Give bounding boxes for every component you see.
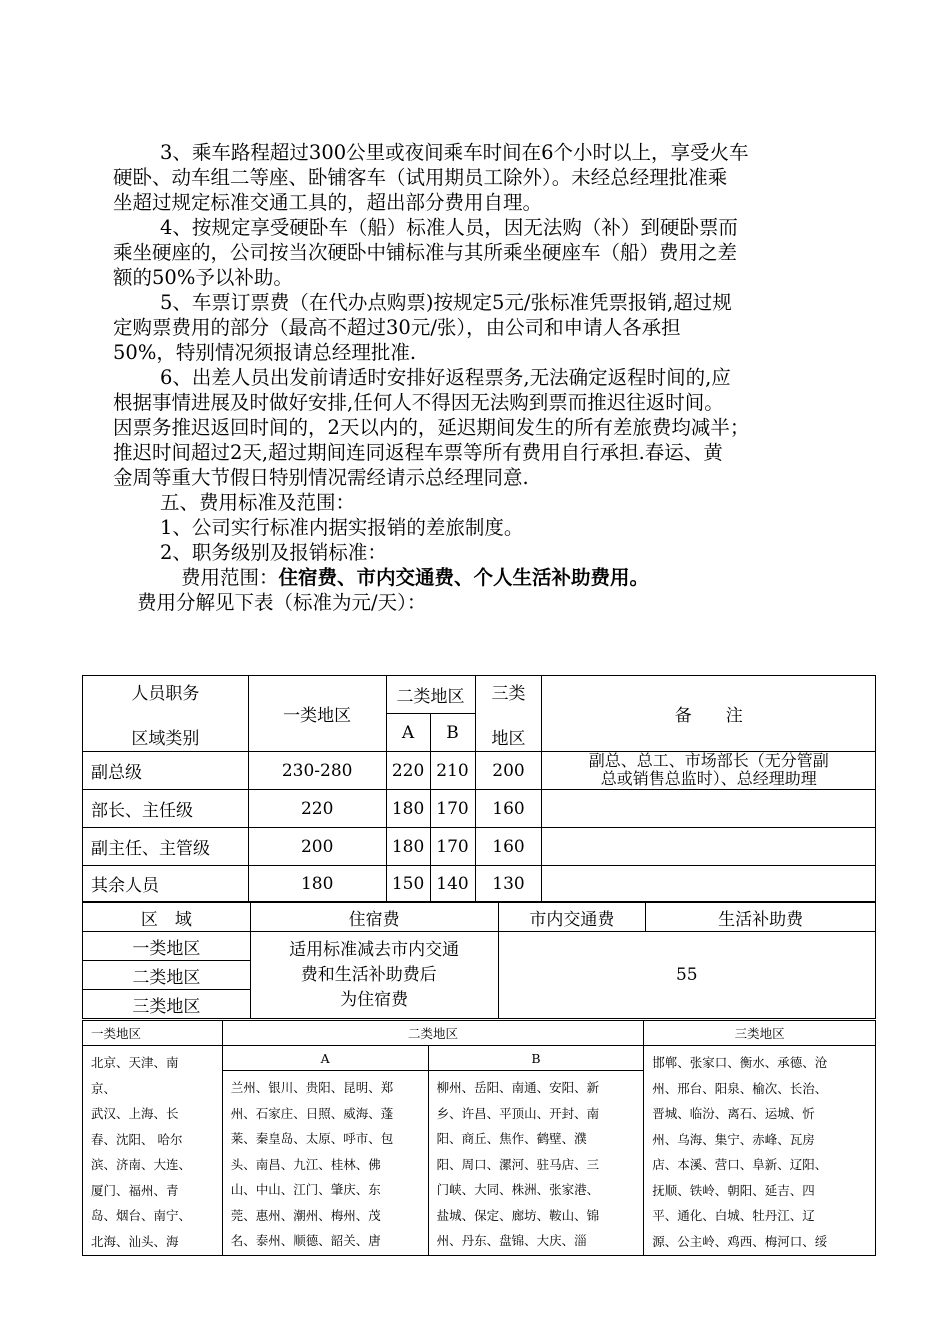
class2-header: 二类地区	[222, 1021, 643, 1046]
class3-header-line1: 三类	[491, 683, 526, 704]
paragraph-4	[113, 215, 838, 290]
city-line: 晋城、临汾、离石、运城、忻	[652, 1106, 815, 1121]
text-line: 额的50%予以补助。	[113, 266, 293, 289]
allowance-value: 55	[498, 932, 875, 1019]
city-line: 阳、商丘、焦作、鹤壁、濮	[436, 1131, 587, 1146]
remarks-header: 备 注	[542, 676, 876, 752]
remark-line: 副总、总工、市场部长（无分管副	[588, 751, 829, 770]
transport-header: 市内交通费	[498, 903, 646, 932]
city-line: 抚顺、铁岭、朝阳、延吉、四	[652, 1182, 815, 1198]
position-cell: 其余人员	[83, 866, 249, 902]
city-line: 州、乌海、集宁、赤峰、瓦房	[652, 1131, 815, 1147]
city-line: 店、本溪、营口、阜新、辽阳、	[652, 1157, 828, 1172]
remark-cell	[542, 866, 876, 902]
class2-a-header: A	[386, 714, 430, 752]
class2-a-header: A	[222, 1046, 428, 1071]
region-cell: 三类地区	[83, 990, 251, 1019]
class2-a-cell: 150	[386, 866, 430, 902]
city-line: 北京、天津、南	[91, 1055, 179, 1070]
note-line: 适用标准减去市内交通	[289, 939, 460, 960]
city-line: 平、通化、白城、牡丹江、辽	[652, 1208, 815, 1223]
class3-cell: 200	[475, 752, 542, 790]
class1-cell: 220	[248, 790, 386, 828]
city-line: 州、邢台、阳泉、榆次、长治、	[652, 1080, 828, 1096]
city-line: 盐城、保定、廊坊、鞍山、锦	[436, 1207, 600, 1223]
city-line: 京、	[91, 1080, 117, 1096]
text-line: 6、出差人员出发前请适时安排好返程票务,无法确定返程时间的,应	[160, 366, 731, 389]
remark-cell	[542, 828, 876, 866]
class1-cell: 200	[248, 828, 386, 866]
text-line: 金周等重大节假日特别情况需经请示总经理同意.	[113, 466, 529, 489]
text-line: 硬卧、动车组二等座、卧铺客车（试用期员工除外）。未经总经理批准乘	[113, 166, 728, 189]
city-line: 州、丹东、盘锦、大庆、淄	[436, 1233, 587, 1248]
class2-header: 二类地区	[386, 676, 475, 714]
class1-cell: 180	[248, 866, 386, 902]
text-line: 50%，特别情况须报请总经理批准.	[113, 341, 417, 364]
remark-cell	[542, 752, 876, 790]
class1-cities	[83, 1046, 223, 1256]
class2-b-cell: 210	[430, 752, 475, 790]
lodging-header: 住宿费	[250, 903, 498, 932]
position-standard-table	[82, 675, 876, 902]
city-line: 邯郸、张家口、衡水、承德、沧	[652, 1055, 828, 1070]
city-line: 州、石家庄、日照、威海、蓬	[230, 1105, 394, 1121]
region-expense-table	[82, 902, 876, 1019]
class2-a-cities	[222, 1071, 428, 1256]
position-cell: 副总级	[83, 752, 249, 790]
city-line: 滨、济南、大连、	[91, 1157, 192, 1172]
region-cell: 一类地区	[83, 932, 251, 961]
class2-b-cell: 170	[430, 828, 475, 866]
text-line: 坐超过规定标准交通工具的，超出部分费用自理。	[113, 191, 543, 214]
city-line: 乡、许昌、平顶山、开封、南	[436, 1105, 600, 1121]
table-row	[83, 790, 876, 828]
class3-cities	[644, 1046, 876, 1256]
class1-header: 一类地区	[248, 676, 386, 752]
city-line: 北海、汕头、海	[91, 1233, 179, 1249]
city-line: 柳州、岳阳、南通、安阳、新	[436, 1080, 600, 1095]
table-row	[83, 752, 876, 790]
note-line: 为住宿费	[340, 989, 409, 1010]
city-line: 源、公主岭、鸡西、梅河口、绥	[652, 1233, 828, 1249]
class3-cell: 160	[475, 828, 542, 866]
city-line: 阳、周口、漯河、驻马店、三	[436, 1156, 600, 1172]
section-5	[113, 490, 838, 615]
table-row	[83, 866, 876, 902]
class2-a-cell: 180	[386, 828, 430, 866]
class3-header: 三类地区	[644, 1021, 876, 1046]
class2-b-cell: 170	[430, 790, 475, 828]
class1-header: 一类地区	[83, 1021, 223, 1046]
text-line: 因票务推迟返回时间的，2天以内的，延迟期间发生的所有差旅费均减半；	[113, 416, 750, 439]
paragraph-6	[113, 365, 838, 490]
text-line: 乘坐硬座的，公司按当次硬卧中铺标准与其所乘坐硬座车（船）费用之差	[113, 241, 738, 264]
class3-header	[475, 676, 542, 752]
class3-cell: 160	[475, 790, 542, 828]
class2-a-cell: 220	[386, 752, 430, 790]
table-intro: 费用分解见下表（标准为元/天）：	[137, 591, 427, 614]
position-header-line1: 人员职务	[131, 683, 200, 704]
city-line: 山、中山、江门、肇庆、东	[230, 1182, 381, 1197]
city-line: 春、沈阳、 哈尔	[91, 1131, 183, 1147]
class2-b-cities	[428, 1071, 644, 1256]
allowance-header: 生活补助费	[646, 903, 876, 932]
text-line: 5、车票订票费（在代办点购票)按规定5元/张标准凭票报销,超过规	[160, 291, 732, 314]
paragraph-5	[113, 290, 838, 365]
class1-cell: 230-280	[248, 752, 386, 790]
region-cell: 二类地区	[83, 961, 251, 990]
text-line: 推迟时间超过2天,超过期间连同返程车票等所有费用自行承担.春运、黄	[113, 441, 723, 464]
text-line: 根据事情进展及时做好安排,任何人不得因无法购到票而推迟往返时间。	[113, 391, 724, 414]
city-line: 武汉、上海、长	[91, 1106, 179, 1121]
city-line: 莱、秦皇岛、太原、呼市、包	[230, 1131, 394, 1146]
text-line: 定购票费用的部分（最高不超过30元/张），由公司和申请人各承担	[113, 316, 681, 339]
city-line: 岛、烟台、南宁、	[91, 1208, 192, 1223]
expense-scope	[113, 565, 838, 590]
region-header: 区 域	[83, 903, 251, 932]
class2-b-cell: 140	[430, 866, 475, 902]
scope-value: 住宿费、市内交通费、个人生活补助费用。	[278, 566, 650, 589]
position-header	[83, 676, 249, 752]
city-line: 头、南昌、九江、桂林、佛	[230, 1156, 381, 1172]
city-line: 莞、惠州、潮州、梅州、茂	[230, 1207, 381, 1223]
class2-a-cell: 180	[386, 790, 430, 828]
text-line: 4、按规定享受硬卧车（船）标准人员，因无法购（补）到硬卧票而	[160, 216, 738, 239]
city-line: 名、泰州、顺德、韶关、唐	[230, 1233, 381, 1248]
scope-label: 费用范围：	[181, 566, 279, 589]
position-header-line2: 区域类别	[131, 728, 200, 749]
class3-header-line2: 地区	[491, 728, 526, 749]
section-title: 五、费用标准及范围：	[160, 491, 356, 514]
position-cell: 部长、主任级	[83, 790, 249, 828]
city-classification-table	[82, 1020, 876, 1256]
lodging-note	[250, 932, 498, 1019]
city-line: 厦门、福州、青	[91, 1182, 179, 1198]
class3-cell: 130	[475, 866, 542, 902]
city-line: 门峡、大同、株洲、张家港、	[436, 1182, 600, 1197]
text-line: 3、乘车路程超过300公里或夜间乘车时间在6个小时以上，享受火车	[160, 141, 749, 164]
position-cell: 副主任、主管级	[83, 828, 249, 866]
class2-b-header: B	[428, 1046, 644, 1071]
class2-b-header: B	[430, 714, 475, 752]
paragraph-3	[113, 140, 838, 215]
text-line: 1、公司实行标准内据实报销的差旅制度。	[160, 516, 524, 539]
table-row	[83, 828, 876, 866]
city-line: 兰州、银川、贵阳、昆明、郑	[230, 1080, 394, 1095]
remark-line: 总或销售总监时）、总经理助理	[600, 769, 817, 788]
note-line: 费和生活补助费后	[300, 964, 437, 985]
text-line: 2、职务级别及报销标准：	[160, 541, 387, 564]
remark-cell	[542, 790, 876, 828]
